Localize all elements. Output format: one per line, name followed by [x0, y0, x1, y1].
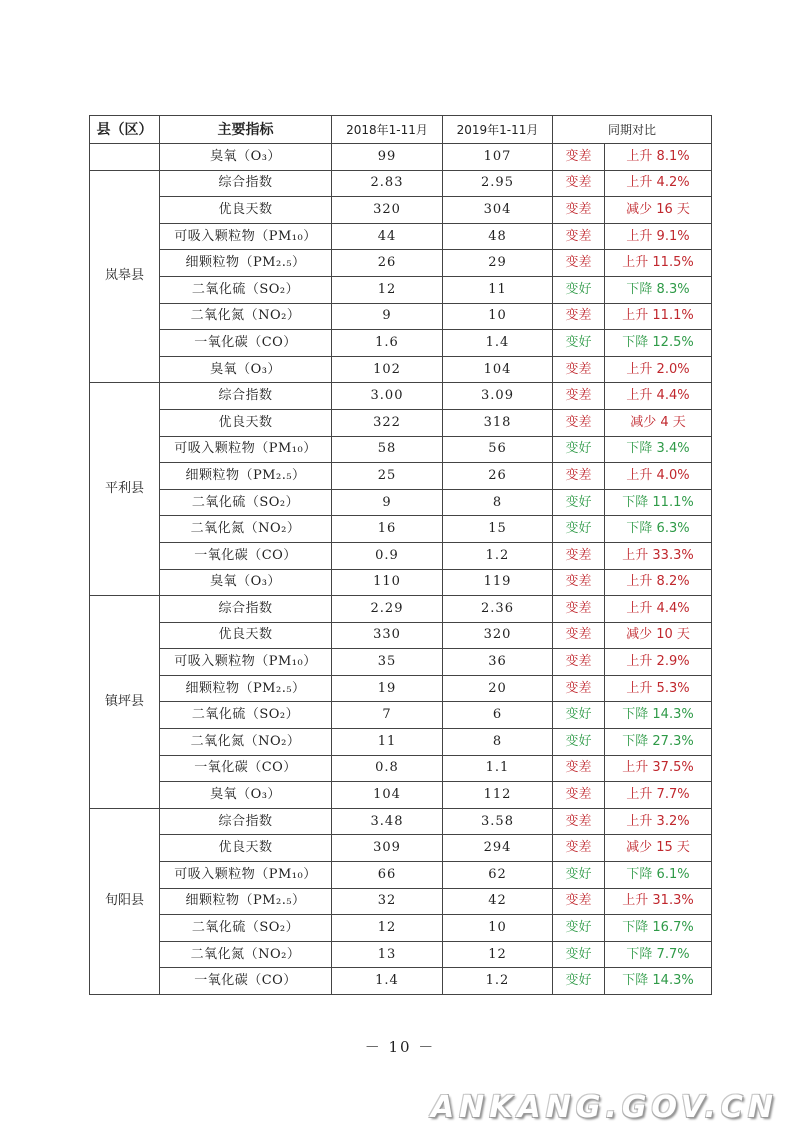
table-row — [90, 941, 712, 968]
county-cell: 镇坪县 — [90, 596, 160, 809]
table-row — [90, 862, 712, 889]
table-row — [90, 782, 712, 809]
value-2019-cell: 1.2 — [443, 542, 553, 569]
trend-cell: 变差 — [553, 383, 605, 410]
change-cell: 上升 33.3% — [605, 542, 712, 569]
table-header-row — [90, 116, 712, 144]
change-cell: 上升 4.4% — [605, 596, 712, 623]
table-row — [90, 409, 712, 436]
value-2018-cell: 35 — [332, 649, 443, 676]
change-cell: 下降 3.4% — [605, 436, 712, 463]
value-2019-cell: 318 — [443, 409, 553, 436]
table-row — [90, 356, 712, 383]
indicator-cell: 二氧化硫（SO₂） — [160, 702, 332, 729]
page-number: － 10 － — [364, 1038, 436, 1056]
trend-cell: 变好 — [553, 941, 605, 968]
trend-cell: 变好 — [553, 729, 605, 756]
header-comparison: 同期对比 — [553, 116, 712, 144]
table-row — [90, 596, 712, 623]
table-row — [90, 489, 712, 516]
value-2019-cell: 56 — [443, 436, 553, 463]
trend-cell: 变好 — [553, 702, 605, 729]
table-row — [90, 542, 712, 569]
value-2018-cell: 102 — [332, 356, 443, 383]
value-2019-cell: 12 — [443, 941, 553, 968]
value-2018-cell: 16 — [332, 516, 443, 543]
value-2019-cell: 1.1 — [443, 755, 553, 782]
indicator-cell: 综合指数 — [160, 596, 332, 623]
trend-cell: 变差 — [553, 649, 605, 676]
value-2019-cell: 8 — [443, 729, 553, 756]
value-2018-cell: 99 — [332, 144, 443, 171]
value-2019-cell: 294 — [443, 835, 553, 862]
value-2018-cell: 2.83 — [332, 170, 443, 197]
trend-cell: 变差 — [553, 144, 605, 171]
value-2019-cell: 36 — [443, 649, 553, 676]
indicator-cell: 可吸入颗粒物（PM₁₀） — [160, 223, 332, 250]
change-cell: 上升 37.5% — [605, 755, 712, 782]
trend-cell: 变差 — [553, 755, 605, 782]
change-cell: 减少 16 天 — [605, 197, 712, 224]
change-cell: 上升 8.2% — [605, 569, 712, 596]
county-cell-empty — [90, 144, 160, 171]
value-2018-cell: 11 — [332, 729, 443, 756]
change-cell: 下降 12.5% — [605, 330, 712, 357]
value-2019-cell: 304 — [443, 197, 553, 224]
value-2019-cell: 112 — [443, 782, 553, 809]
value-2018-cell: 32 — [332, 888, 443, 915]
value-2019-cell: 62 — [443, 862, 553, 889]
value-2018-cell: 12 — [332, 276, 443, 303]
value-2018-cell: 3.48 — [332, 808, 443, 835]
county-cell: 平利县 — [90, 383, 160, 596]
value-2018-cell: 9 — [332, 489, 443, 516]
value-2018-cell: 104 — [332, 782, 443, 809]
value-2019-cell: 8 — [443, 489, 553, 516]
trend-cell: 变好 — [553, 276, 605, 303]
change-cell: 上升 8.1% — [605, 144, 712, 171]
change-cell: 上升 11.5% — [605, 250, 712, 277]
header-2019: 2019年1-11月 — [443, 116, 553, 144]
change-cell: 上升 4.2% — [605, 170, 712, 197]
indicator-cell: 可吸入颗粒物（PM₁₀） — [160, 436, 332, 463]
value-2019-cell: 6 — [443, 702, 553, 729]
table-row — [90, 223, 712, 250]
change-cell: 上升 31.3% — [605, 888, 712, 915]
value-2019-cell: 3.58 — [443, 808, 553, 835]
value-2019-cell: 10 — [443, 303, 553, 330]
change-cell: 减少 10 天 — [605, 622, 712, 649]
table-row — [90, 675, 712, 702]
table-row — [90, 702, 712, 729]
indicator-cell: 一氧化碳（CO） — [160, 330, 332, 357]
value-2018-cell: 12 — [332, 915, 443, 942]
change-cell: 减少 4 天 — [605, 409, 712, 436]
table-row — [90, 915, 712, 942]
trend-cell: 变差 — [553, 782, 605, 809]
value-2019-cell: 104 — [443, 356, 553, 383]
trend-cell: 变好 — [553, 436, 605, 463]
trend-cell: 变差 — [553, 569, 605, 596]
table-row — [90, 755, 712, 782]
trend-cell: 变差 — [553, 223, 605, 250]
value-2018-cell: 309 — [332, 835, 443, 862]
indicator-cell: 臭氧（O₃） — [160, 356, 332, 383]
table-row — [90, 144, 712, 171]
value-2018-cell: 110 — [332, 569, 443, 596]
indicator-cell: 优良天数 — [160, 409, 332, 436]
indicator-cell: 综合指数 — [160, 383, 332, 410]
change-cell: 上升 11.1% — [605, 303, 712, 330]
value-2018-cell: 19 — [332, 675, 443, 702]
county-cell: 岚皋县 — [90, 170, 160, 383]
trend-cell: 变好 — [553, 915, 605, 942]
value-2019-cell: 20 — [443, 675, 553, 702]
value-2018-cell: 9 — [332, 303, 443, 330]
table-row — [90, 888, 712, 915]
trend-cell: 变差 — [553, 303, 605, 330]
trend-cell: 变差 — [553, 170, 605, 197]
value-2018-cell: 7 — [332, 702, 443, 729]
indicator-cell: 二氧化硫（SO₂） — [160, 915, 332, 942]
change-cell: 上升 5.3% — [605, 675, 712, 702]
trend-cell: 变差 — [553, 250, 605, 277]
indicator-cell: 一氧化碳（CO） — [160, 542, 332, 569]
trend-cell: 变好 — [553, 330, 605, 357]
value-2018-cell: 0.8 — [332, 755, 443, 782]
value-2019-cell: 107 — [443, 144, 553, 171]
value-2018-cell: 44 — [332, 223, 443, 250]
site-watermark: ANKANG.GOV.CN — [430, 1090, 778, 1125]
change-cell: 下降 6.3% — [605, 516, 712, 543]
table-row — [90, 968, 712, 995]
indicator-cell: 细颗粒物（PM₂.₅） — [160, 675, 332, 702]
change-cell: 上升 2.0% — [605, 356, 712, 383]
value-2018-cell: 3.00 — [332, 383, 443, 410]
indicator-cell: 优良天数 — [160, 622, 332, 649]
change-cell: 下降 6.1% — [605, 862, 712, 889]
indicator-cell: 细颗粒物（PM₂.₅） — [160, 250, 332, 277]
value-2019-cell: 11 — [443, 276, 553, 303]
indicator-cell: 二氧化氮（NO₂） — [160, 729, 332, 756]
value-2019-cell: 2.95 — [443, 170, 553, 197]
change-cell: 下降 8.3% — [605, 276, 712, 303]
table-row — [90, 622, 712, 649]
trend-cell: 变差 — [553, 596, 605, 623]
change-cell: 下降 14.3% — [605, 968, 712, 995]
trend-cell: 变好 — [553, 516, 605, 543]
indicator-cell: 可吸入颗粒物（PM₁₀） — [160, 862, 332, 889]
indicator-cell: 细颗粒物（PM₂.₅） — [160, 888, 332, 915]
trend-cell: 变差 — [553, 542, 605, 569]
trend-cell: 变差 — [553, 808, 605, 835]
table-row — [90, 197, 712, 224]
table-row — [90, 170, 712, 197]
trend-cell: 变差 — [553, 409, 605, 436]
indicator-cell: 二氧化硫（SO₂） — [160, 489, 332, 516]
trend-cell: 变差 — [553, 675, 605, 702]
change-cell: 减少 15 天 — [605, 835, 712, 862]
table-row — [90, 649, 712, 676]
change-cell: 上升 2.9% — [605, 649, 712, 676]
value-2019-cell: 10 — [443, 915, 553, 942]
trend-cell: 变好 — [553, 968, 605, 995]
table-row — [90, 436, 712, 463]
change-cell: 下降 7.7% — [605, 941, 712, 968]
value-2018-cell: 0.9 — [332, 542, 443, 569]
value-2019-cell: 119 — [443, 569, 553, 596]
indicator-cell: 臭氧（O₃） — [160, 782, 332, 809]
table-row — [90, 276, 712, 303]
value-2018-cell: 1.4 — [332, 968, 443, 995]
indicator-cell: 二氧化硫（SO₂） — [160, 276, 332, 303]
change-cell: 下降 27.3% — [605, 729, 712, 756]
change-cell: 上升 7.7% — [605, 782, 712, 809]
value-2018-cell: 322 — [332, 409, 443, 436]
indicator-cell: 可吸入颗粒物（PM₁₀） — [160, 649, 332, 676]
value-2019-cell: 1.4 — [443, 330, 553, 357]
indicator-cell: 二氧化氮（NO₂） — [160, 303, 332, 330]
header-county: 县（区） — [90, 116, 160, 144]
value-2019-cell: 42 — [443, 888, 553, 915]
value-2019-cell: 29 — [443, 250, 553, 277]
value-2019-cell: 2.36 — [443, 596, 553, 623]
change-cell: 上升 4.4% — [605, 383, 712, 410]
value-2018-cell: 2.29 — [332, 596, 443, 623]
header-indicator: 主要指标 — [160, 116, 332, 144]
value-2019-cell: 320 — [443, 622, 553, 649]
table-row — [90, 463, 712, 490]
indicator-cell: 二氧化氮（NO₂） — [160, 516, 332, 543]
indicator-cell: 一氧化碳（CO） — [160, 968, 332, 995]
air-quality-table — [89, 115, 712, 995]
indicator-cell: 细颗粒物（PM₂.₅） — [160, 463, 332, 490]
table-row — [90, 303, 712, 330]
table-row — [90, 383, 712, 410]
value-2018-cell: 13 — [332, 941, 443, 968]
change-cell: 下降 16.7% — [605, 915, 712, 942]
change-cell: 下降 11.1% — [605, 489, 712, 516]
indicator-cell: 综合指数 — [160, 808, 332, 835]
value-2018-cell: 320 — [332, 197, 443, 224]
table-row — [90, 569, 712, 596]
table-row — [90, 835, 712, 862]
trend-cell: 变好 — [553, 862, 605, 889]
indicator-cell: 一氧化碳（CO） — [160, 755, 332, 782]
value-2019-cell: 48 — [443, 223, 553, 250]
indicator-cell: 优良天数 — [160, 835, 332, 862]
trend-cell: 变差 — [553, 888, 605, 915]
table-row — [90, 808, 712, 835]
table-row — [90, 516, 712, 543]
table-row — [90, 330, 712, 357]
value-2018-cell: 25 — [332, 463, 443, 490]
table-row — [90, 729, 712, 756]
value-2019-cell: 26 — [443, 463, 553, 490]
change-cell: 上升 3.2% — [605, 808, 712, 835]
trend-cell: 变差 — [553, 356, 605, 383]
trend-cell: 变差 — [553, 835, 605, 862]
value-2019-cell: 3.09 — [443, 383, 553, 410]
trend-cell: 变差 — [553, 463, 605, 490]
value-2019-cell: 15 — [443, 516, 553, 543]
trend-cell: 变差 — [553, 197, 605, 224]
value-2018-cell: 58 — [332, 436, 443, 463]
indicator-cell: 臭氧（O₃） — [160, 144, 332, 171]
value-2018-cell: 26 — [332, 250, 443, 277]
value-2018-cell: 330 — [332, 622, 443, 649]
change-cell: 上升 4.0% — [605, 463, 712, 490]
change-cell: 上升 9.1% — [605, 223, 712, 250]
indicator-cell: 综合指数 — [160, 170, 332, 197]
county-cell: 旬阳县 — [90, 808, 160, 994]
table-row — [90, 250, 712, 277]
value-2018-cell: 1.6 — [332, 330, 443, 357]
change-cell: 下降 14.3% — [605, 702, 712, 729]
value-2018-cell: 66 — [332, 862, 443, 889]
value-2019-cell: 1.2 — [443, 968, 553, 995]
indicator-cell: 优良天数 — [160, 197, 332, 224]
trend-cell: 变差 — [553, 622, 605, 649]
trend-cell: 变好 — [553, 489, 605, 516]
indicator-cell: 二氧化氮（NO₂） — [160, 941, 332, 968]
indicator-cell: 臭氧（O₃） — [160, 569, 332, 596]
header-2018: 2018年1-11月 — [332, 116, 443, 144]
